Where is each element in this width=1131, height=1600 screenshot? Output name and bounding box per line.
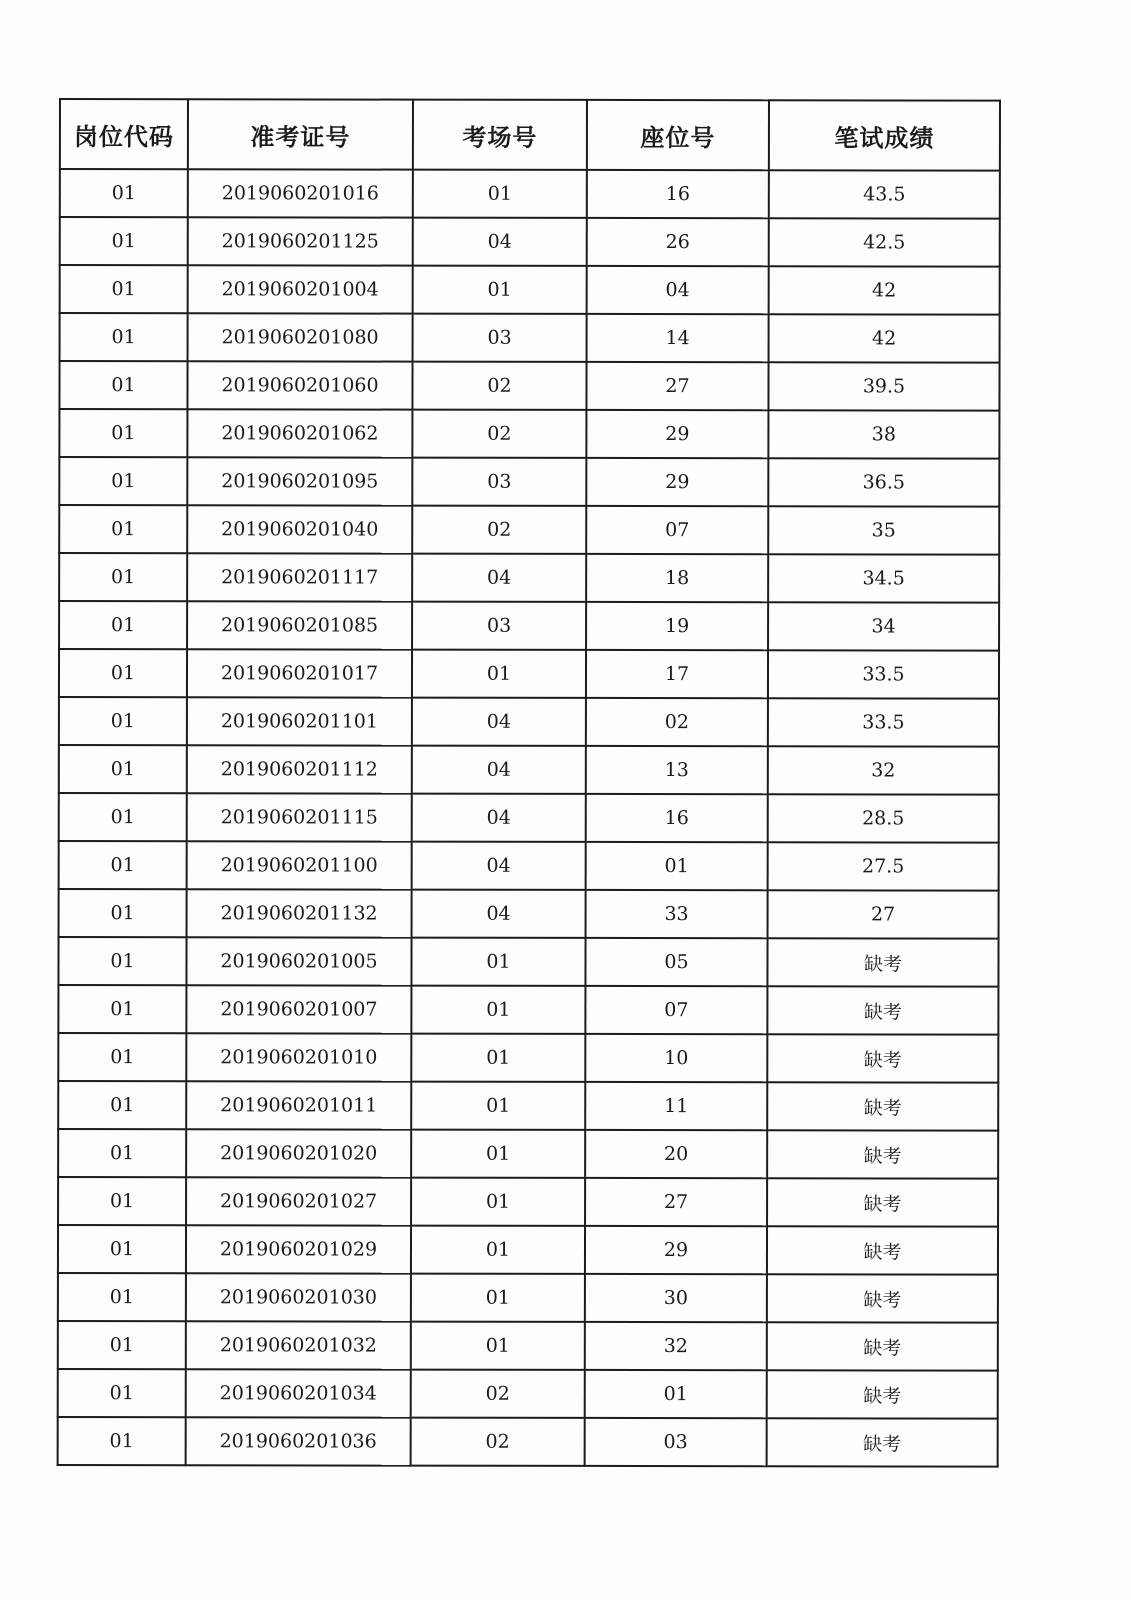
table-row	[59, 889, 999, 939]
admission-ticket-cell: 2019060201017	[187, 649, 412, 697]
score-cell: 32	[768, 746, 999, 794]
seat-number-cell: 07	[585, 986, 767, 1034]
seat-number-cell: 16	[586, 794, 768, 842]
score-cell: 43.5	[769, 170, 1000, 218]
table-row	[59, 697, 999, 747]
exam-score-table	[57, 98, 1001, 1468]
table-row	[58, 937, 998, 987]
seat-number-cell: 10	[585, 1034, 767, 1082]
exam-room-cell: 04	[412, 746, 586, 794]
header-exam-room-number: 考场号	[413, 100, 587, 170]
table-row	[59, 649, 999, 699]
table-row	[59, 409, 999, 459]
score-cell: 缺考	[767, 938, 998, 986]
seat-number-cell: 11	[585, 1082, 767, 1130]
seat-number-cell: 33	[586, 890, 768, 938]
position-code-cell: 01	[59, 505, 187, 553]
position-code-cell: 01	[59, 841, 187, 889]
exam-room-cell: 03	[412, 602, 586, 650]
score-cell: 35	[768, 506, 999, 554]
exam-room-cell: 01	[411, 1322, 585, 1370]
seat-number-cell: 32	[585, 1322, 767, 1370]
table-row	[59, 745, 999, 795]
table-row	[58, 1129, 998, 1179]
table-row	[58, 1225, 998, 1275]
table-row	[58, 1033, 998, 1083]
header-admission-ticket-number: 准考证号	[188, 99, 413, 169]
exam-room-cell: 02	[412, 362, 586, 410]
seat-number-cell: 30	[585, 1274, 767, 1322]
table-row	[59, 793, 999, 843]
admission-ticket-cell: 2019060201011	[186, 1081, 411, 1129]
admission-ticket-cell: 2019060201029	[186, 1225, 411, 1273]
seat-number-cell: 20	[585, 1130, 767, 1178]
table-row	[58, 1273, 998, 1323]
position-code-cell: 01	[60, 313, 188, 361]
position-code-cell: 01	[59, 457, 187, 505]
seat-number-cell: 01	[585, 1370, 767, 1418]
score-cell: 42	[769, 266, 1000, 314]
admission-ticket-cell: 2019060201115	[187, 793, 412, 841]
admission-ticket-cell: 2019060201030	[186, 1273, 411, 1321]
score-cell: 34	[768, 602, 999, 650]
seat-number-cell: 19	[586, 602, 768, 650]
position-code-cell: 01	[58, 1081, 186, 1129]
position-code-cell: 01	[58, 937, 186, 985]
score-cell: 缺考	[767, 1034, 998, 1082]
position-code-cell: 01	[58, 1033, 186, 1081]
seat-number-cell: 29	[586, 458, 768, 506]
table-row	[58, 1321, 998, 1371]
score-cell: 缺考	[767, 1322, 998, 1370]
seat-number-cell: 18	[586, 554, 768, 602]
score-cell: 42	[769, 314, 1000, 362]
admission-ticket-cell: 2019060201125	[188, 217, 413, 265]
position-code-cell: 01	[59, 649, 187, 697]
admission-ticket-cell: 2019060201095	[187, 457, 412, 505]
score-cell: 33.5	[768, 650, 999, 698]
admission-ticket-cell: 2019060201034	[186, 1369, 411, 1417]
score-cell: 27.5	[768, 842, 999, 890]
score-cell: 28.5	[768, 794, 999, 842]
table-row	[59, 361, 999, 411]
header-row	[60, 99, 1000, 171]
admission-ticket-cell: 2019060201080	[188, 313, 413, 361]
table-row	[59, 505, 999, 555]
seat-number-cell: 02	[586, 698, 768, 746]
exam-room-cell: 01	[411, 1178, 585, 1226]
position-code-cell: 01	[58, 1177, 186, 1225]
score-cell: 42.5	[769, 218, 1000, 266]
exam-room-cell: 03	[412, 458, 586, 506]
exam-room-cell: 01	[413, 266, 587, 314]
table-row	[60, 169, 1000, 219]
table-row	[58, 1081, 998, 1131]
admission-ticket-cell: 2019060201132	[187, 889, 412, 937]
admission-ticket-cell: 2019060201032	[186, 1321, 411, 1369]
exam-room-cell: 01	[412, 650, 586, 698]
admission-ticket-cell: 2019060201004	[188, 265, 413, 313]
admission-ticket-cell: 2019060201016	[188, 169, 413, 217]
table-row	[59, 553, 999, 603]
table-row	[60, 265, 1000, 315]
exam-room-cell: 04	[413, 218, 587, 266]
table-row	[58, 985, 998, 1035]
admission-ticket-cell: 2019060201007	[186, 985, 411, 1033]
admission-ticket-cell: 2019060201112	[187, 745, 412, 793]
exam-room-cell: 01	[413, 170, 587, 218]
admission-ticket-cell: 2019060201036	[186, 1417, 411, 1465]
exam-room-cell: 01	[411, 938, 585, 986]
position-code-cell: 01	[58, 1417, 186, 1465]
exam-room-cell: 01	[411, 1082, 585, 1130]
position-code-cell: 01	[59, 361, 187, 409]
score-cell: 缺考	[767, 1274, 998, 1322]
score-cell: 34.5	[768, 554, 999, 602]
position-code-cell: 01	[59, 601, 187, 649]
position-code-cell: 01	[59, 553, 187, 601]
seat-number-cell: 01	[586, 842, 768, 890]
score-cell: 27	[768, 890, 999, 938]
seat-number-cell: 29	[586, 410, 768, 458]
table-row	[60, 217, 1000, 267]
seat-number-cell: 27	[585, 1178, 767, 1226]
admission-ticket-cell: 2019060201062	[187, 409, 412, 457]
exam-room-cell: 01	[411, 1034, 585, 1082]
score-cell: 38	[768, 410, 999, 458]
exam-room-cell: 04	[412, 794, 586, 842]
table-row	[59, 601, 999, 651]
admission-ticket-cell: 2019060201060	[187, 361, 412, 409]
position-code-cell: 01	[58, 1225, 186, 1273]
header-position-code: 岗位代码	[60, 99, 188, 169]
score-cell: 缺考	[767, 1178, 998, 1226]
table-body	[58, 169, 1000, 1467]
table-row	[59, 457, 999, 507]
position-code-cell: 01	[59, 697, 187, 745]
header-written-exam-score: 笔试成绩	[769, 100, 1000, 170]
exam-room-cell: 01	[411, 1130, 585, 1178]
exam-room-cell: 01	[411, 1226, 585, 1274]
table-row	[58, 1369, 998, 1419]
admission-ticket-cell: 2019060201085	[187, 601, 412, 649]
score-cell: 缺考	[767, 1370, 998, 1418]
exam-room-cell: 04	[412, 842, 586, 890]
score-cell: 缺考	[767, 1226, 998, 1274]
score-cell: 缺考	[767, 1082, 998, 1130]
position-code-cell: 01	[59, 889, 187, 937]
exam-room-cell: 01	[411, 1274, 585, 1322]
admission-ticket-cell: 2019060201010	[186, 1033, 411, 1081]
header-seat-number: 座位号	[587, 100, 769, 170]
seat-number-cell: 14	[587, 314, 769, 362]
table-row	[60, 313, 1000, 363]
position-code-cell: 01	[60, 265, 188, 313]
admission-ticket-cell: 2019060201020	[186, 1129, 411, 1177]
position-code-cell: 01	[58, 1273, 186, 1321]
position-code-cell: 01	[58, 1321, 186, 1369]
score-cell: 39.5	[768, 362, 999, 410]
exam-room-cell: 04	[412, 554, 586, 602]
seat-number-cell: 26	[587, 218, 769, 266]
score-cell: 缺考	[767, 1130, 998, 1178]
table-header	[60, 99, 1000, 171]
position-code-cell: 01	[59, 745, 187, 793]
position-code-cell: 01	[59, 793, 187, 841]
score-cell: 33.5	[768, 698, 999, 746]
exam-room-cell: 01	[411, 986, 585, 1034]
table-row	[59, 841, 999, 891]
admission-ticket-cell: 2019060201005	[186, 937, 411, 985]
admission-ticket-cell: 2019060201040	[187, 505, 412, 553]
exam-room-cell: 02	[411, 1418, 585, 1466]
seat-number-cell: 04	[587, 266, 769, 314]
exam-room-cell: 02	[412, 410, 586, 458]
position-code-cell: 01	[58, 1129, 186, 1177]
admission-ticket-cell: 2019060201027	[186, 1177, 411, 1225]
position-code-cell: 01	[60, 217, 188, 265]
seat-number-cell: 05	[585, 938, 767, 986]
seat-number-cell: 07	[586, 506, 768, 554]
seat-number-cell: 03	[585, 1418, 767, 1466]
position-code-cell: 01	[58, 1369, 186, 1417]
seat-number-cell: 17	[586, 650, 768, 698]
exam-room-cell: 04	[412, 698, 586, 746]
seat-number-cell: 29	[585, 1226, 767, 1274]
seat-number-cell: 16	[587, 170, 769, 218]
admission-ticket-cell: 2019060201117	[187, 553, 412, 601]
score-cell: 36.5	[768, 458, 999, 506]
table-row	[58, 1177, 998, 1227]
score-cell: 缺考	[767, 1418, 998, 1466]
exam-room-cell: 02	[412, 506, 586, 554]
score-cell: 缺考	[767, 986, 998, 1034]
exam-room-cell: 04	[412, 890, 586, 938]
seat-number-cell: 13	[586, 746, 768, 794]
position-code-cell: 01	[59, 409, 187, 457]
position-code-cell: 01	[58, 985, 186, 1033]
table-row	[58, 1417, 998, 1467]
position-code-cell: 01	[60, 169, 188, 217]
seat-number-cell: 27	[586, 362, 768, 410]
admission-ticket-cell: 2019060201100	[187, 841, 412, 889]
exam-room-cell: 02	[411, 1370, 585, 1418]
exam-room-cell: 03	[413, 314, 587, 362]
admission-ticket-cell: 2019060201101	[187, 697, 412, 745]
